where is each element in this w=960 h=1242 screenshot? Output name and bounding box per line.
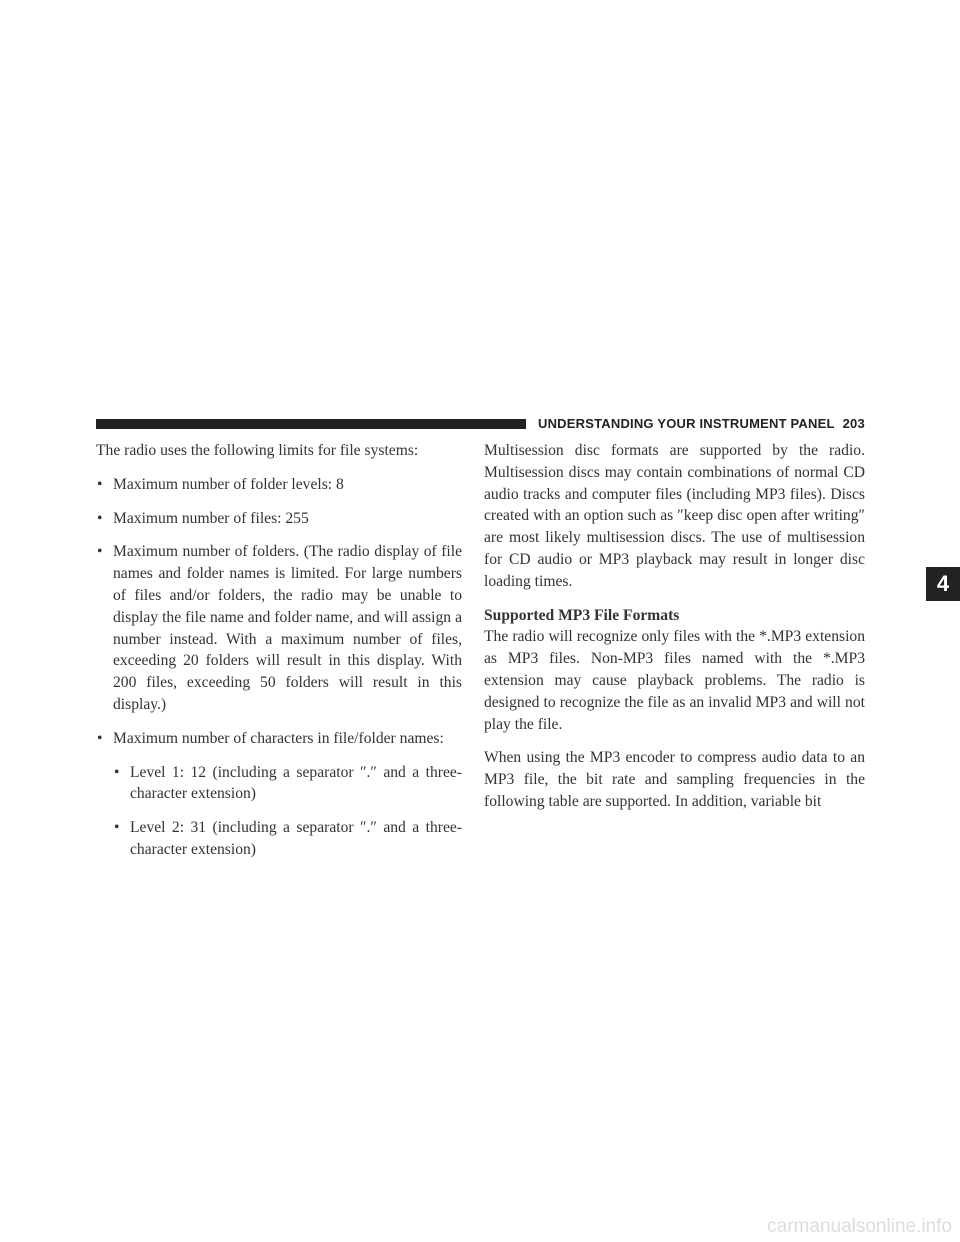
bullet-max-files: • Maximum number of files: 255 (96, 508, 462, 530)
section-title: UNDERSTANDING YOUR INSTRUMENT PANEL (538, 416, 835, 431)
chapter-tab: 4 (926, 567, 960, 601)
sub-bullet-level-1: • Level 1: 12 (including a separator ″.″ and a three-character extension) (113, 762, 462, 806)
watermark-text: carmanualsonline.info (767, 1216, 952, 1237)
right-column (484, 440, 865, 813)
bullet-max-folders: • Maximum number of folders. (The radio display of file names and folder names is limited. For large numbers of files and/or folders, the radio may be unable to display the file name and folder name, and will assign a number instead. With a maximum number of files, exceeding 20 folders will result in this display. With 200 files, exceeding 50 folders will result in this display.) (96, 541, 462, 715)
encoder-paragraph: When using the MP3 encoder to compress audio data to an MP3 file, the bit rate and sampling frequencies in the following table are supported. In addition, variable bit (484, 749, 865, 810)
page-number: 203 (842, 416, 865, 431)
multisession-paragraph: Multisession disc formats are supported by the radio. Multisession discs may contain combinations of normal CD audio tracks and computer files (including MP3 files). Discs created with an option such as ″keep disc open after writing″ are most likely multisession discs. The use of multisession for CD audio or MP3 playback may result in longer disc loading times. (484, 442, 865, 590)
intro-paragraph: The radio uses the following limits for file systems: (96, 442, 419, 459)
bullet-folder-levels: • Maximum number of folder levels: 8 (96, 474, 462, 496)
running-header (538, 416, 865, 431)
header-rule (96, 419, 526, 429)
section-heading: Supported MP3 File Formats (484, 606, 680, 624)
left-column (96, 440, 462, 861)
bullet-max-characters: • Maximum number of characters in file/folder names: (96, 728, 462, 750)
mp3-extension-paragraph: The radio will recognize only files with the *.MP3 extension as MP3 files. Non-MP3 files named with the *.MP3 extension may cause playback problems. The radio is designed to recognize the file as an invalid MP3 and will not play the file. (484, 628, 865, 733)
sub-bullet-level-2: • Level 2: 31 (including a separator ″.″ and a three-character extension) (113, 817, 462, 861)
